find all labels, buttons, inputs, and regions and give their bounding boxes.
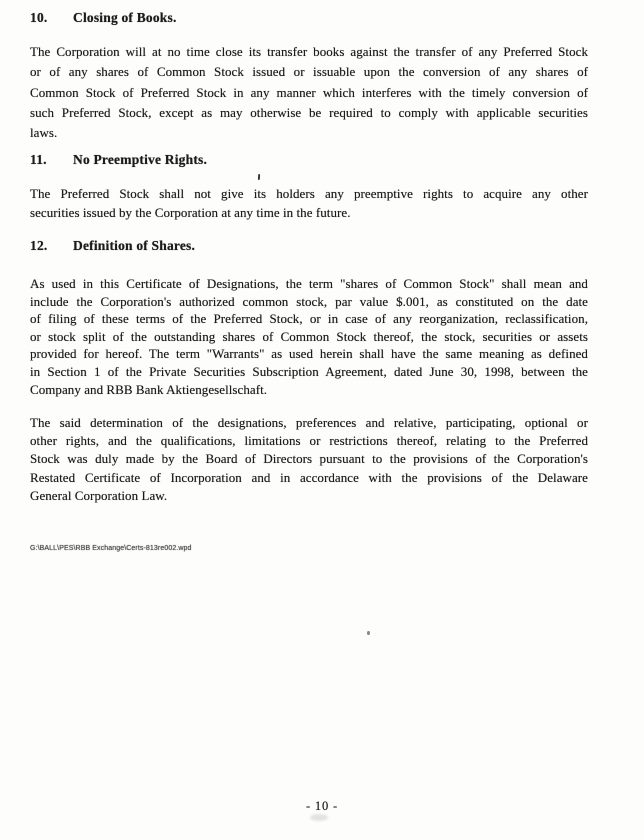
file-path-footnote: G:\BALL\PES\RBB Exchange\Certs-813re002.wpd bbox=[30, 545, 192, 552]
paragraph-closing-of-books: The Corporation will at no time close its transfer books against the transfer of any Preferred Stock or of any shares of Common Stock issued or issuable upon the conversion of any shares of Common Stock of Preferred Stock in any manner which interferes with the timely conversion of such Preferred Stock, except as may otherwise be required to comply with applicable securities laws. bbox=[30, 44, 588, 141]
paragraph-board-determination: The said determination of the designations, preferences and relative, participating, optional or other rights, and the qualifications, limitations or restrictions thereof, relating to the Preferred Stock was duly made by the Board of Directors pursuant to the provisions of the Corporation's Restated Certificate of Incorporation and in accordance with the provisions of the Delaware General Corporation Law. bbox=[30, 415, 588, 503]
section-title: Closing of Books. bbox=[73, 10, 177, 25]
section-heading-definition-of-shares bbox=[30, 238, 588, 254]
scan-artifact-tick bbox=[258, 174, 260, 180]
section-number: 10. bbox=[30, 10, 48, 25]
paragraph-definition-of-shares: As used in this Certificate of Designations, the term "shares of Common Stock" shall mean and include the Corporation's authorized common stock, par value $.001, as constituted on the date of filing of these terms of the Preferred Stock, or in case of any reorganization, reclassification, or stock split of the outstanding shares of Common Stock thereof, the stock, securities or assets provided for hereof. The term "Warrants" as used herein shall have the same meaning as defined in Section 1 of the Private Securities Subscription Agreement, dated June 30, 1998, between the Company and RBB Bank Aktiengesellschaft. bbox=[30, 276, 588, 397]
section-title: No Preemptive Rights. bbox=[73, 152, 208, 167]
page-number: - 10 - bbox=[306, 799, 338, 813]
section-title: Definition of Shares. bbox=[73, 238, 196, 253]
section-number: 11. bbox=[30, 152, 47, 167]
scan-artifact-smudge bbox=[310, 814, 328, 821]
section-heading-closing-of-books bbox=[30, 10, 588, 26]
section-number: 12. bbox=[30, 238, 48, 253]
scan-artifact-dot bbox=[367, 631, 370, 635]
paragraph-no-preemptive-rights: The Preferred Stock shall not give its holders any preemptive rights to acquire any other securities issued by the Corporation at any time in the future. bbox=[30, 186, 588, 220]
section-heading-no-preemptive-rights bbox=[30, 152, 588, 168]
